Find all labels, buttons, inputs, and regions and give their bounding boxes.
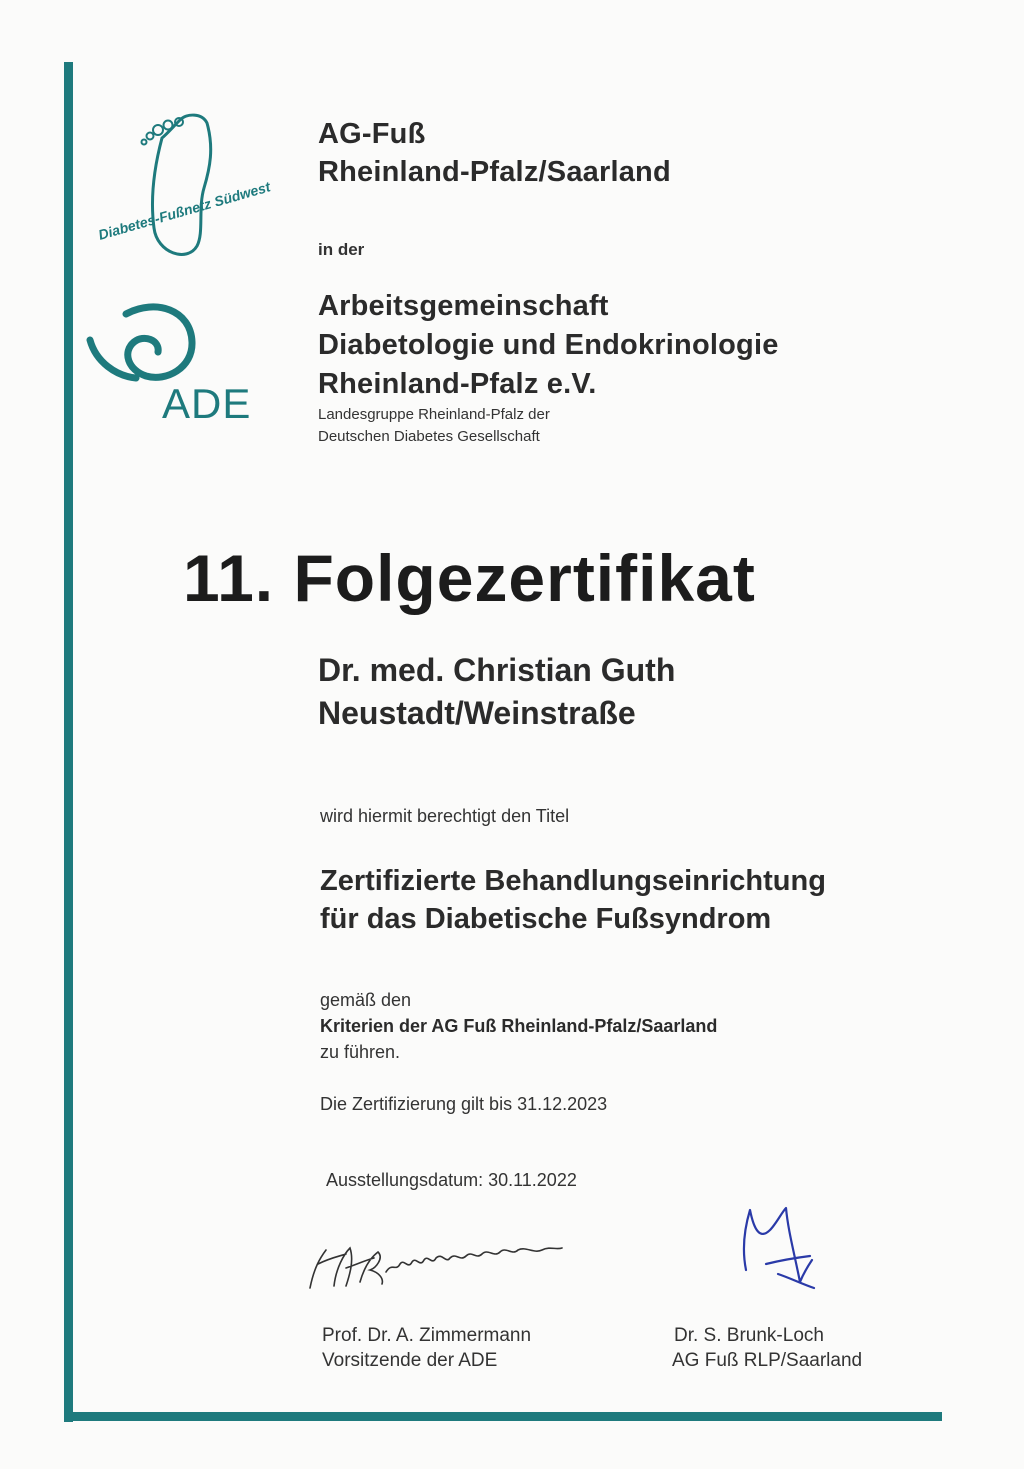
title-line-2: für das Diabetische Fußsyndrom [320, 903, 772, 935]
to-carry-text: zu führen. [320, 1042, 401, 1062]
entitled-text: wird hiermit berechtigt den Titel [320, 806, 570, 826]
according-to-text: gemäß den [320, 990, 412, 1010]
validity-text: Die Zertifizierung gilt bis 31.12.2023 [320, 1094, 608, 1114]
border-bottom [64, 1412, 942, 1421]
title-line-1: Zertifizierte Behandlungseinrichtung [320, 865, 826, 897]
issue-date-text: Ausstellungsdatum: 30.11.2022 [326, 1170, 577, 1190]
left-signer-name: Prof. Dr. A. Zimmermann [322, 1325, 532, 1346]
holder-name: Dr. med. Christian Guth [318, 652, 676, 688]
left-signer-role: Vorsitzende der ADE [322, 1350, 498, 1371]
sub-line-1: Landesgruppe Rheinland-Pfalz der [318, 406, 550, 423]
in-der-text: in der [318, 240, 365, 259]
criteria-text: Kriterien der AG Fuß Rheinland-Pfalz/Saarland [320, 1016, 718, 1036]
ag-line-2: Rheinland-Pfalz/Saarland [318, 156, 671, 188]
signature-zimmermann [300, 1228, 570, 1298]
right-signer-role: AG Fuß RLP/Saarland [672, 1350, 863, 1371]
holder-city: Neustadt/Weinstraße [318, 695, 636, 731]
ade-logo [86, 300, 276, 425]
right-signer-name: Dr. S. Brunk-Loch [674, 1325, 824, 1346]
ade-text: ADE [162, 380, 252, 425]
org-line-2: Diabetologie und Endokrinologie [318, 329, 779, 361]
signature-brunk-loch [730, 1200, 830, 1300]
border-left [64, 62, 73, 1422]
certificate-title: 11. Folgezertifikat [183, 541, 756, 615]
org-line-1: Arbeitsgemeinschaft [318, 290, 609, 322]
ag-line-1: AG-Fuß [318, 118, 426, 150]
foot-network-text: Diabetes-Fußnetz Südwest [96, 178, 272, 243]
org-line-3: Rheinland-Pfalz e.V. [318, 368, 597, 400]
sub-line-2: Deutschen Diabetes Gesellschaft [318, 428, 540, 445]
foot-network-logo [92, 108, 272, 268]
